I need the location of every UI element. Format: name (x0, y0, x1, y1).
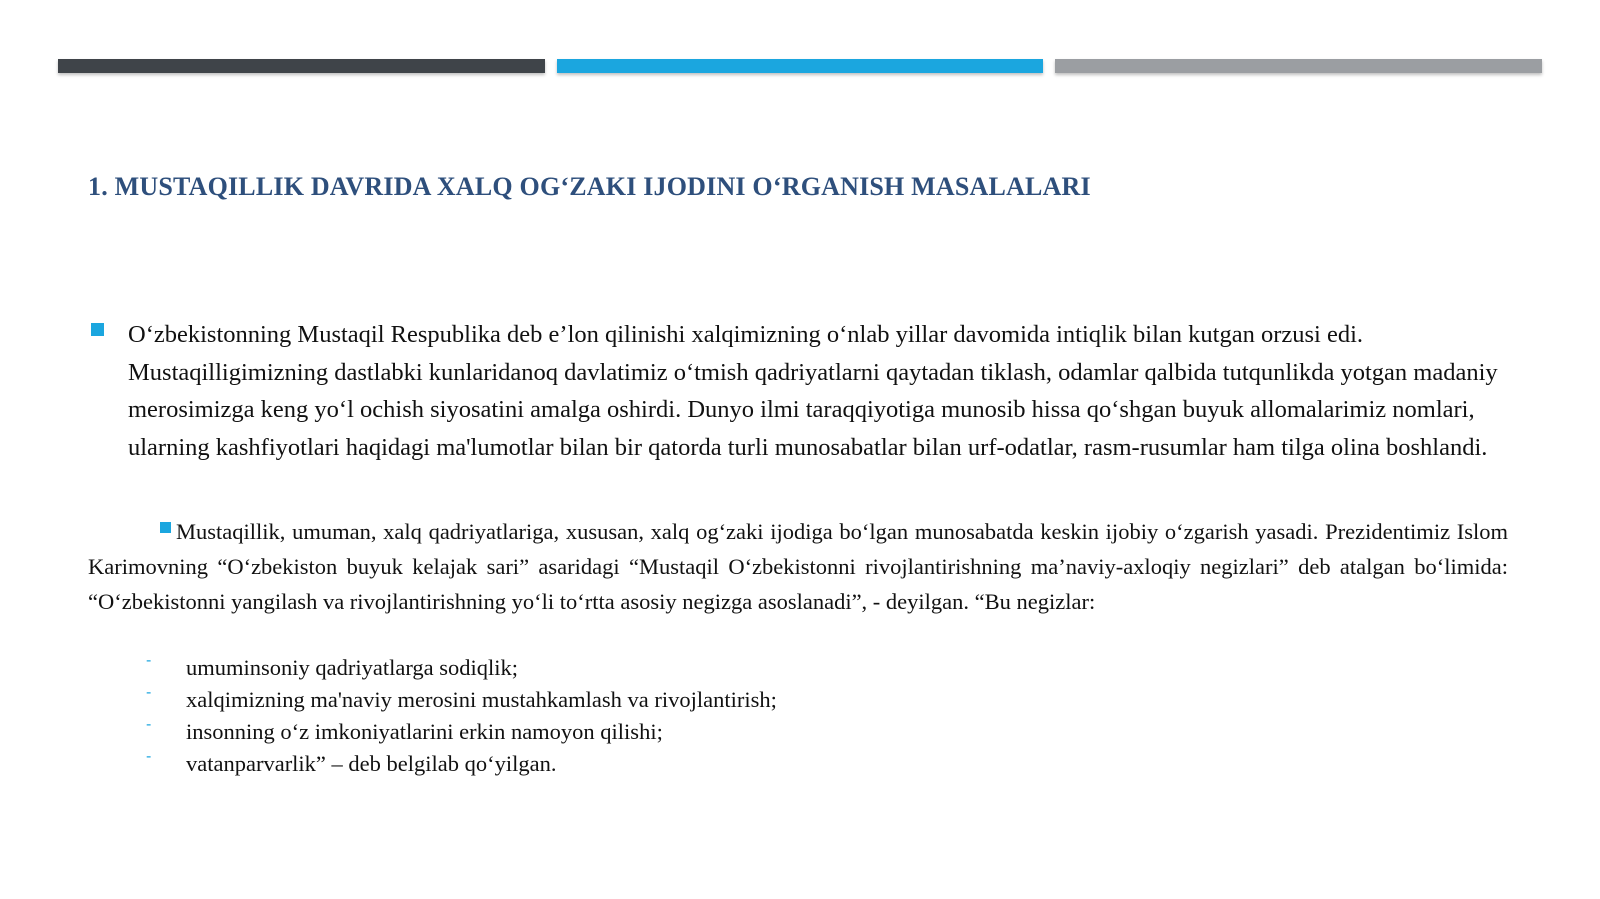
list-item (146, 684, 777, 716)
negizlar-list (146, 652, 777, 780)
list-item (146, 748, 777, 780)
second-paragraph-text: Mustaqillik, umuman, xalq qadriyatlariga, xususan, xalq og‘zaki ijodiga bo‘lgan munosabatda keskin ijobiy o‘zgarish yasadi. Prezidentimiz Islom Karimovning “O‘zbekiston buyuk kelajak sari” asaridagi “Mustaqil O‘zbekistonni rivojlantirishning ma’naviy-axloqiy negizlari” deb atalgan bo‘limida: “O‘zbekistonni yangilash va rivojlantirishning yo‘li to‘rtta asosiy negizga asoslanadi”, - deyilgan. “Bu negizlar: (88, 519, 1508, 614)
top-bar-blue (557, 59, 1043, 73)
list-item-text: umuminsoniy qadriyatlarga sodiqlik; (186, 655, 519, 680)
dash-bullet-icon: - (146, 684, 152, 701)
slide-title: 1. MUSTAQILLIK DAVRIDA XALQ OG‘ZAKI IJODINI O‘RGANISH MASALALARI (88, 172, 1091, 201)
dash-bullet-icon: - (146, 716, 152, 733)
list-item-text: insonning o‘z imkoniyatlarini erkin namoyon qilishi; (186, 719, 663, 744)
list-item-text: vatanparvarlik” – deb belgilab qo‘yilgan. (186, 751, 557, 776)
top-bar-dark (58, 59, 545, 73)
top-bar-gray (1055, 59, 1542, 73)
list-item-text: xalqimizning ma'naviy merosini mustahkamlash va rivojlantirish; (186, 687, 777, 712)
first-paragraph-text: O‘zbekistonning Mustaqil Respublika deb e’lon qilinishi xalqimizning o‘nlab yillar davomida intiqlik bilan kutgan orzusi edi. Mustaqilligimizning dastlabki kunlaridanoq davlatimiz o‘tmish qadriyatlarni qaytadan tiklash, odamlar qalbida tutqunlikda yotgan madaniy merosimizga keng yo‘l ochish siyosatini amalga oshirdi. Dunyo ilmi taraqqiyotiga munosib hissa qo‘shgan buyuk allomalarimiz nomlari, ularning kashfiyotlari haqidagi ma'lumotlar bilan bir qatorda turli munosabatlar bilan urf-odatlar, rasm-rusumlar ham tilga olina boshlandi. (128, 321, 1498, 461)
list-item (146, 716, 777, 748)
list-item (146, 652, 777, 684)
dash-bullet-icon: - (146, 748, 152, 765)
first-paragraph (88, 316, 1518, 466)
square-bullet-icon (91, 323, 104, 336)
dash-bullet-icon: - (146, 652, 152, 669)
second-paragraph (88, 514, 1508, 619)
small-square-bullet-icon (160, 522, 171, 533)
